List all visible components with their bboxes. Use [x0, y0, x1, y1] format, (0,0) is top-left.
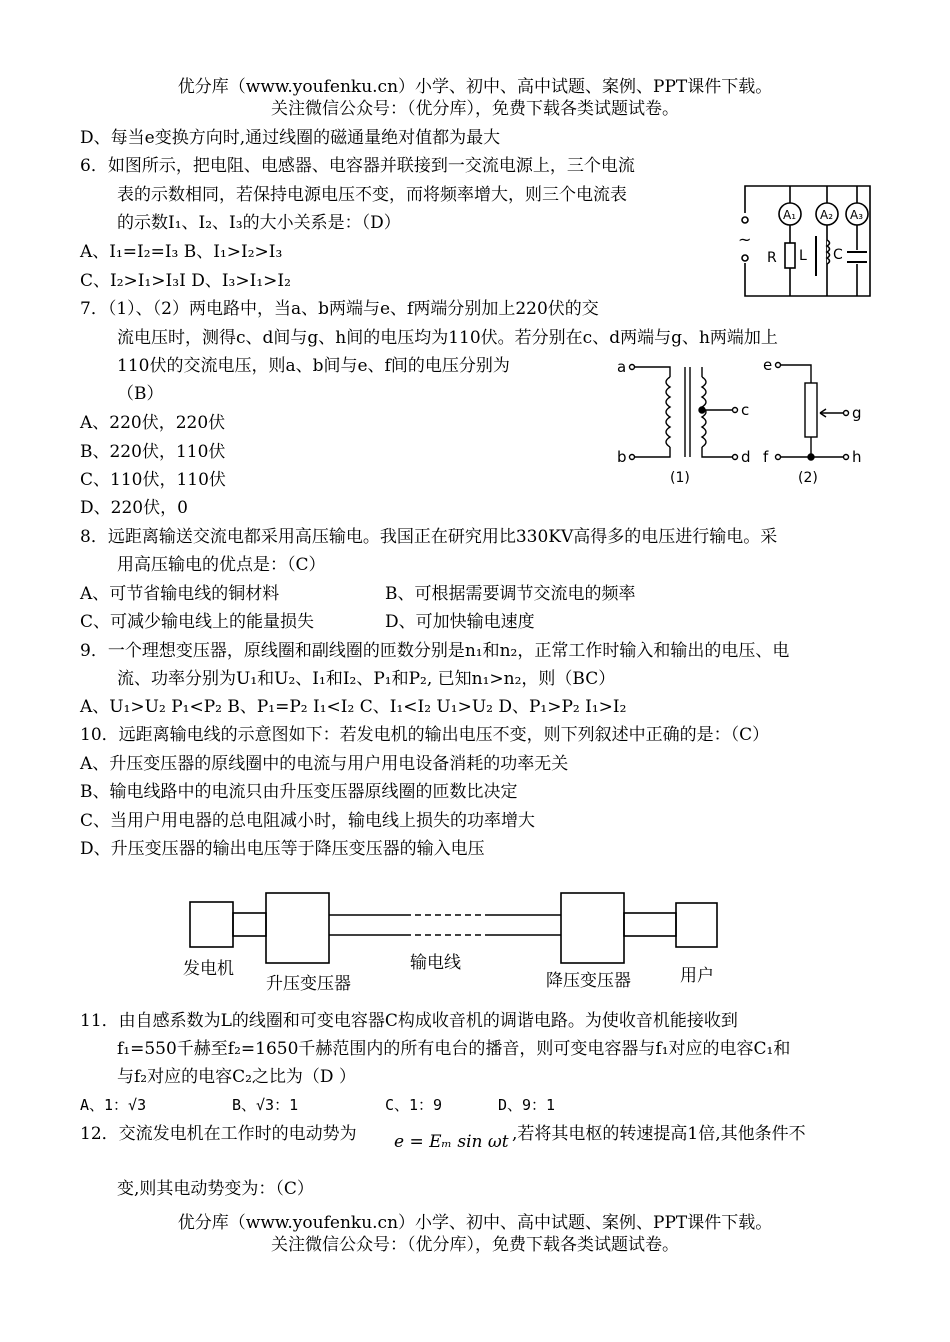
q7-option-b: B、220伏，110伏 — [80, 442, 226, 462]
q8-option-c: C、可减少输电线上的能量损失 — [80, 612, 315, 632]
q11-option-a: A、1：√3 — [80, 1096, 147, 1114]
q6-line-1: 6．如图所示，把电阻、电感器、电容器并联接到一交流电源上，三个电流 — [80, 156, 635, 176]
q11-line-3: 与f₂对应的电容C₂之比为（D ） — [117, 1067, 356, 1087]
q12-line-2: ,若将其电枢的转速提高1倍,其他条件不 — [512, 1124, 806, 1144]
terminal-c-label: c — [741, 401, 750, 419]
q11-line-1: 11．由自感系数为L的线圈和可变电容器C构成收音机的调谐电路。为使收音机能接收到 — [80, 1011, 738, 1031]
q11-line-2: f₁=550千赫至f₂=1650千赫范围内的所有电台的播音，则可变电容器与f₁对应的电容C₁和 — [117, 1039, 791, 1059]
ammeter-a3-label: A₃ — [850, 208, 864, 222]
q10-transmission-diagram — [180, 885, 740, 1000]
q9-line-1: 9．一个理想变压器，原线圈和副线圈的匝数分别是n₁和n₂，正常工作时输入和输出的电压、电 — [80, 641, 790, 661]
header-line-2: 关注微信公众号：（优分库），免费下载各类试题试卷。 — [271, 99, 679, 119]
q11-option-b: B、√3：1 — [232, 1096, 299, 1114]
q6-line-3: 的示数I₁、I₂、I₃的大小关系是：（D） — [117, 213, 401, 233]
ammeter-a2-label: A₂ — [820, 208, 834, 222]
q8-option-a: A、可节省输电线的铜材料 — [80, 584, 280, 604]
header-line-1: 优分库（www.youfenku.cn）小学、初中、高中试题、案例、PPT课件下载。 — [177, 77, 773, 97]
q8-line-1: 8．远距离输送交流电都采用高压输电。我国正在研究用比330KV高得多的电压进行输电。采 — [80, 527, 778, 547]
terminal-f-label: f — [763, 448, 769, 466]
ac-source-symbol: ~ — [738, 230, 752, 249]
footer-line-1: 优分库（www.youfenku.cn）小学、初中、高中试题、案例、PPT课件下载。 — [177, 1213, 773, 1233]
q7-option-d: D、220伏，0 — [80, 498, 188, 518]
q12-formula: e = Eₘ sin ωt — [394, 1132, 509, 1152]
q6-circuit-diagram — [730, 178, 880, 303]
q6-options-ab: A、I₁=I₂=I₃ B、I₁>I₂>I₃ — [80, 242, 283, 262]
q10-option-a: A、升压变压器的原线圈中的电流与用户用电设备消耗的功率无关 — [80, 754, 569, 774]
user-label: 用户 — [680, 966, 714, 986]
q11-option-c: C、1：9 — [385, 1096, 443, 1114]
terminal-e-label: e — [763, 356, 773, 374]
ammeter-a1-label: A₁ — [783, 208, 797, 222]
q8-line-2: 用高压输电的优点是：（C） — [117, 555, 326, 575]
q9-options: A、U₁>U₂ P₁<P₂ B、P₁=P₂ I₁<I₂ C、I₁<I₂ U₁>U₂ D、P₁>P₂ I₁>I₂ — [80, 697, 627, 717]
step-up-label: 升压变压器 — [266, 974, 351, 994]
q7-option-a: A、220伏，220伏 — [80, 413, 226, 433]
q11-option-d: D、9：1 — [498, 1096, 556, 1114]
q5-option-d: D、每当e变换方向时,通过线圈的磁通量绝对值都为最大 — [80, 128, 501, 148]
terminal-h-label: h — [852, 448, 862, 466]
q7-circuit-diagram — [615, 355, 880, 490]
q6-options-cd: C、I₂>I₁>I₃I D、I₃>I₁>I₂ — [80, 271, 291, 291]
resistor-label: R — [767, 250, 777, 266]
q7-option-c: C、110伏，110伏 — [80, 470, 226, 490]
generator-label: 发电机 — [183, 959, 234, 979]
q7-line-2: 流电压时，测得c、d间与g、h间的电压均为110伏。若分别在c、d两端与g、h两端加上 — [117, 328, 778, 348]
q10-option-c: C、当用户用电器的总电阻减小时，输电线上损失的功率增大 — [80, 811, 536, 831]
footer-line-2: 关注微信公众号：（优分库），免费下载各类试题试卷。 — [271, 1235, 679, 1255]
q7-line-3: 110伏的交流电压，则a、b间与e、f间的电压分别为 — [117, 356, 510, 376]
q12-line-1: 12．交流发电机在工作时的电动势为 — [80, 1124, 357, 1144]
q8-option-d: D、可加快输电速度 — [385, 612, 535, 632]
terminal-b-label: b — [617, 448, 627, 466]
transmission-line-label: 输电线 — [410, 953, 461, 973]
q7-line-1: 7．（1）、（2）两电路中，当a、b两端与e、f两端分别加上220伏的交 — [80, 299, 599, 319]
inductor-label: L — [799, 248, 807, 264]
capacitor-label: C — [833, 247, 843, 263]
user-box — [676, 903, 717, 947]
caption-1: (1) — [670, 470, 690, 486]
terminal-g-label: g — [852, 404, 862, 422]
q9-line-2: 流、功率分别为U₁和U₂、I₁和I₂、P₁和P₂, 已知n₁>n₂，则（BC） — [117, 669, 616, 689]
q6-line-2: 表的示数相同，若保持电源电压不变，而将频率增大，则三个电流表 — [117, 185, 627, 205]
terminal-d-label: d — [741, 448, 751, 466]
generator-box — [190, 902, 233, 947]
q7-answer: （B） — [117, 384, 164, 404]
q10-line-1: 10．远距离输电线的示意图如下：若发电机的输出电压不变，则下列叙述中正确的是：（C） — [80, 725, 770, 745]
step-down-label: 降压变压器 — [546, 971, 631, 991]
q12-line-3: 变,则其电动势变为：（C） — [117, 1179, 314, 1199]
step-down-transformer-box — [561, 893, 624, 963]
q10-option-b: B、输电线路中的电流只由升压变压器原线圈的匝数比决定 — [80, 782, 518, 802]
caption-2: (2) — [798, 470, 818, 486]
q8-option-b: B、可根据需要调节交流电的频率 — [385, 584, 636, 604]
terminal-a-label: a — [617, 358, 627, 376]
step-up-transformer-box — [266, 893, 329, 963]
q10-option-d: D、升压变压器的输出电压等于降压变压器的输入电压 — [80, 839, 485, 859]
